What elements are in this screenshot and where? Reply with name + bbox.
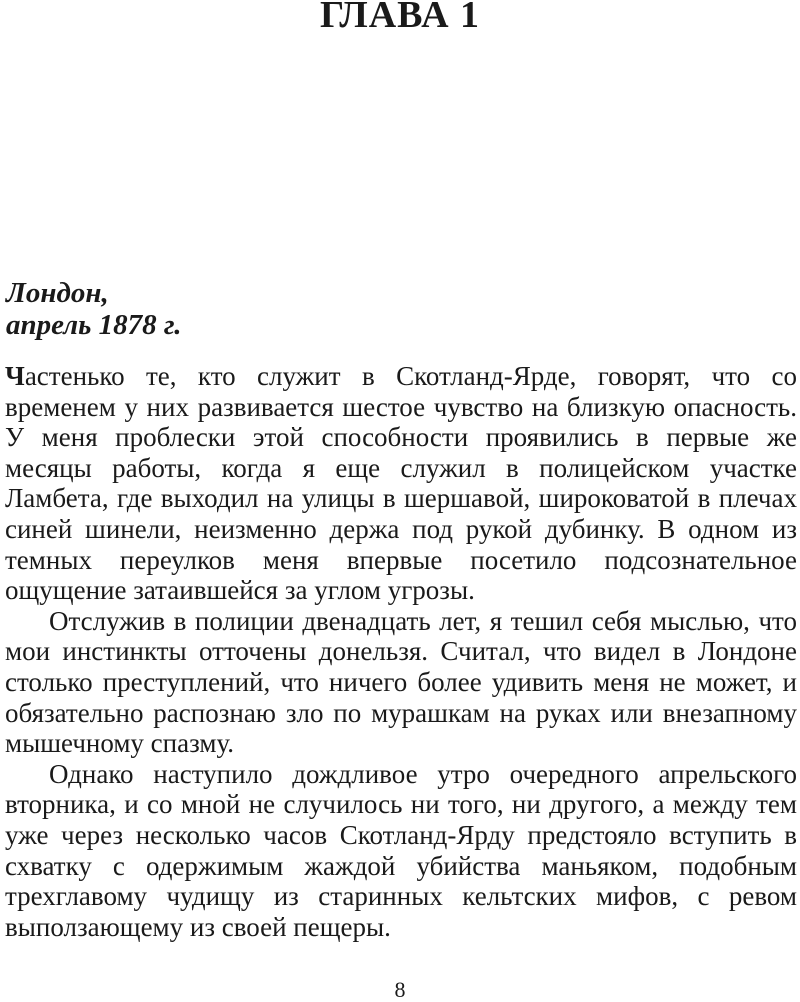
date-line: апрель 1878 г. [6, 309, 182, 341]
drop-cap: Ч [5, 361, 25, 391]
place-line: Лондон, [6, 277, 109, 309]
paragraph-2: Отслужив в полиции двенадцать лет, я тешил себя мыслью, что мои инстинкты отточены донельзя. Считал, что видел в Лондоне столько преступлений, что ничего более удивить меня не может, и обязательно распознаю зло по мурашкам на руках или внезапному мышечному спазму. [5, 605, 797, 759]
paragraph-1 [5, 361, 797, 606]
chapter-title: ГЛАВА 1 [319, 0, 481, 36]
chapter-body [5, 361, 797, 942]
paragraph-1-text: астенько те, кто служит в Скотланд-Ярде, говорят, что со временем у них развивается шестое чувство на близкую опасность. У меня проблески этой способности проявились в первые же месяцы работы, когда я еще служил в полицейском участке Ламбета, где выходил на улицы в шершавой, широковатой в плечах синей шинели, неизменно держа под рукой дубинку. В одном из темных переулков меня впервые посетило подсознательное ощущение затаившейся за углом угрозы. [5, 361, 797, 606]
paragraph-3: Однако наступило дождливое утро очередного апрельского вторника, и со мной не случилось ни того, ни другого, а между тем уже через несколько часов Скотланд-Ярду предстояло вступить в схватку с одержимым жаждой убийства маньяком, подобным трехглавому чудищу из старинных кельтских мифов, с ревом выползающему из своей пещеры. [5, 758, 797, 942]
place-date-heading [6, 277, 182, 341]
page-number: 8 [394, 977, 406, 1002]
